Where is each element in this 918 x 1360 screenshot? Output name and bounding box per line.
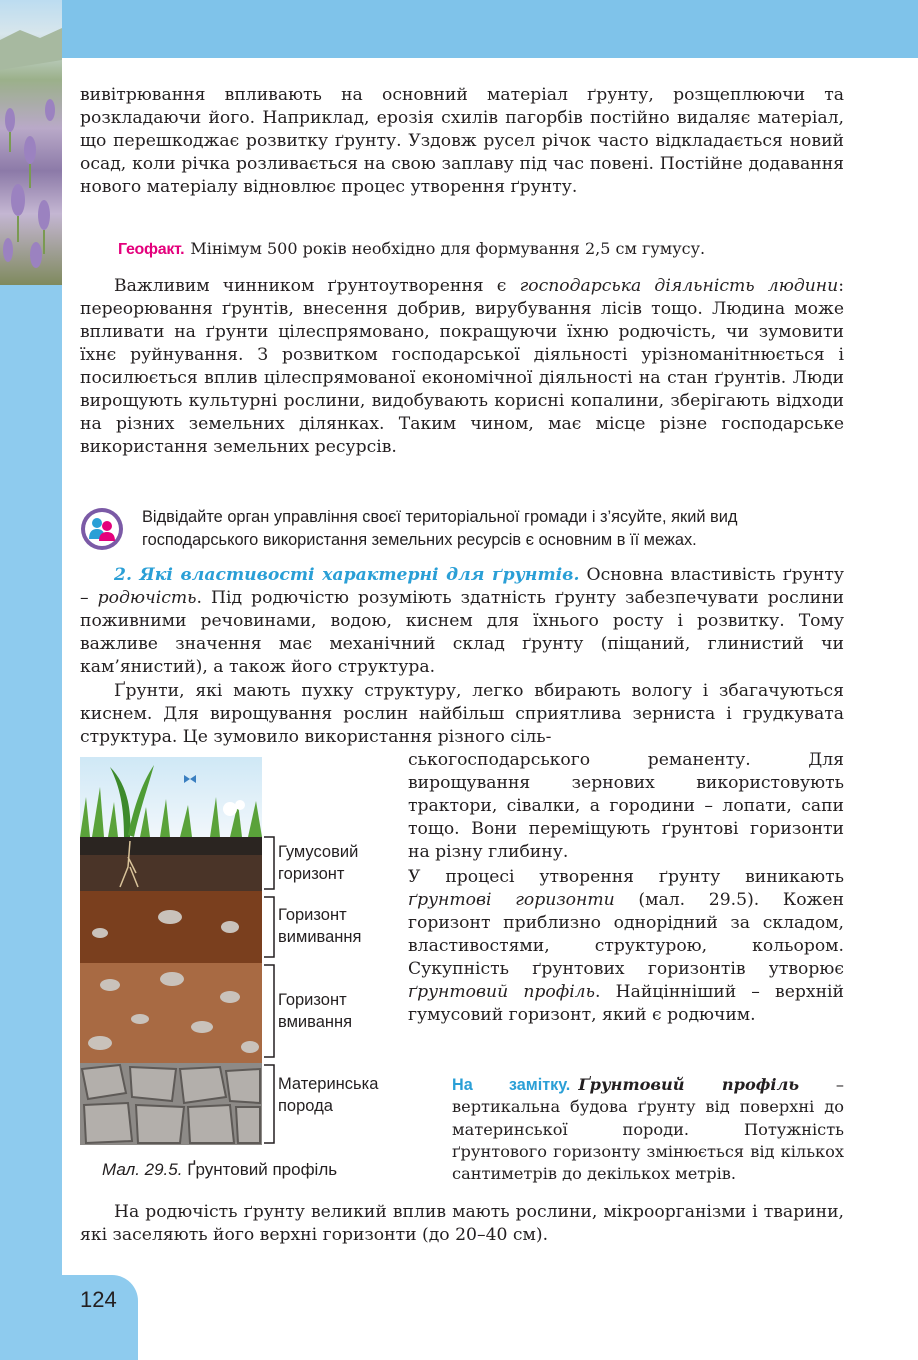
sidebar-strip xyxy=(0,285,62,1275)
note-text: – вертикальна будова ґрунту від поверхні до материнської породи. Потужність ґрунтового горизонту змінюється від кількох сантиметрів до декількох метрів. xyxy=(452,1075,844,1184)
soil-profile-figure xyxy=(80,757,380,1145)
para4-text: Ґрунти, які мають пухку структуру, легко вбирають вологу і збагачуються киснем. Для вирощування рослин найбільш сприятлива зерниста і грудкувата структура. Це зумовило використання різного сіль- xyxy=(80,681,844,747)
figure-caption-number: Мал. 29.5. xyxy=(102,1160,183,1179)
header-bar xyxy=(62,0,918,58)
paragraph-structure-cont: ськогосподарського реманенту. Для вирощування зернових використовують трактори, сівалки, а городини – лопати, сапи тощо. Вони переміщують ґрунтові горизонти на різну глибину. xyxy=(408,750,844,862)
label-parent-rock: Материнська порода xyxy=(278,1075,379,1115)
para5-term1: ґрунтові горизонти xyxy=(408,890,615,910)
crocus-field-image xyxy=(0,0,62,285)
paragraph-weathering: вивітрювання впливають на основний матеріал ґрунту, розщеплюючи та розкладаючи його. Наприклад, ерозія схилів пагорбів постійно видаляє матеріал, що перешкоджає розвитку ґрунту. Уздовж русел річок часто відкладається новий осад, коли річка розливається на свою заплаву під час повені. Постійне додавання нового матеріалу відновлює процес утворення ґрунту. xyxy=(80,85,844,197)
para5-mid: (мал. 29.5). Кожен горизонт приблизно однорідний за складом, властивостями, структурою, кольором. Сукупність ґрунтових горизонтів утворює xyxy=(408,890,844,979)
label-eluvial-horizon: Горизонт вимивання xyxy=(278,906,362,946)
para2-start: Важливим чинником ґрунтоутворення є xyxy=(114,276,520,296)
section2-term: родючість xyxy=(97,588,197,608)
section2-rest: . Під родючістю розуміють здатність ґрунту забезпечувати рослини поживними речовинами, водою, киснем для їхнього росту і розвитку. Тому важливе значення має механічний склад ґрунту (піщаний, глинистий чи кам’янистий), а також його структура. xyxy=(80,588,844,677)
task-block xyxy=(80,505,850,553)
figure-caption xyxy=(102,1160,337,1180)
label-humus-horizon: Гумусовий горизонт xyxy=(278,843,359,883)
label-illuvial-horizon: Горизонт вмивання xyxy=(278,991,353,1031)
geofact xyxy=(118,238,705,261)
para2-rest: : переорювання ґрунтів, внесення добрив, вирубування лісів тощо. Людина може впливати на ґрунти цілеспрямовано, покращуючи їхню родючість, чи зумовити їхнє руйнування. З розвитком господарської діяльності урізноманітнюється і посилюється вплив цілеспрямованої економічної діяльності на стан ґрунтів. Люди вирощують культурні рослини, видобувають корисні копалини, зберігають відходи на різних земельних ділянках. Таким чином, має місце різне господарське використання земельних ресурсів. xyxy=(80,276,844,457)
note-block xyxy=(452,1074,844,1185)
para-last-text: На родючість ґрунту великий вплив мають рослини, мікроорганізми і тварини, які заселяють його верхні горизонти (до 20–40 см). xyxy=(80,1202,844,1245)
section2-start: Основна властивість ґрунту – xyxy=(80,565,844,608)
para5-start: У процесі утворення ґрунту виникають xyxy=(408,867,844,887)
geofact-label: Геофакт. xyxy=(118,241,185,258)
section2-heading: 2. Які властивості характерні для ґрунтів. xyxy=(114,565,580,585)
paragraph-horizons xyxy=(408,866,844,1027)
geofact-text: Мінімум 500 років необхідно для формування 2,5 см гумусу. xyxy=(190,239,706,258)
paragraph-section2 xyxy=(80,564,844,679)
paragraph-human-activity xyxy=(80,275,844,459)
page-number: 124 xyxy=(80,1287,117,1312)
para5-rest: . Найцінніший – верхній гумусовий горизонт, який є родючим. xyxy=(408,982,844,1025)
page-number-tab xyxy=(0,1275,138,1360)
para2-term: господарська діяльність людини xyxy=(519,276,839,296)
task-text: Відвідайте орган управління своєї територіальної громади і з’ясуйте, який вид господарського використання земельних ресурсів є основним в її межах. xyxy=(142,508,738,549)
note-term: Ґрунтовий профіль xyxy=(578,1075,800,1094)
para5-term2: ґрунтовий профіль xyxy=(408,982,595,1002)
figure-caption-text: Ґрунтовий профіль xyxy=(187,1160,338,1179)
sidebar-photo xyxy=(0,0,62,285)
paragraph-structure xyxy=(80,680,844,749)
people-icon xyxy=(80,507,124,551)
paragraph-fertility xyxy=(80,1201,844,1247)
note-label: На замітку. xyxy=(452,1076,571,1094)
